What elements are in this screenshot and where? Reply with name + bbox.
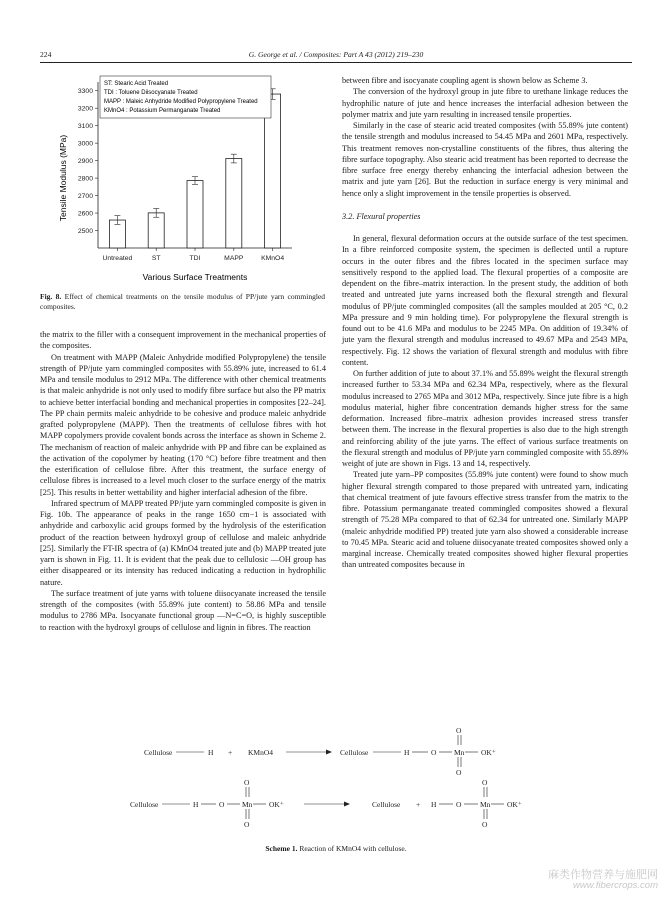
arrow-head	[344, 802, 350, 807]
oxygen-label: O	[219, 800, 225, 809]
bar-st	[148, 213, 164, 248]
y-tick-label: 2800	[77, 175, 93, 183]
plus-sign: +	[416, 800, 421, 809]
tensile-modulus-chart	[40, 68, 328, 284]
manganese-label: Mn	[242, 800, 253, 809]
y-tick-label: 3300	[77, 88, 93, 96]
y-tick-label: 2500	[77, 228, 93, 236]
paragraph: The surface treatment of jute yarns with toluene diisocyanate increased the tensile strength of the composites (with 55.89% jute content) to 58.86 MPa and tensile modulus to 2786 MPa. Isocyanate functional group —N=C=O, is highly susceptible to reaction with the hydroxyl groups of cellulose and lignin in fibres. The reaction	[40, 588, 326, 632]
hydrogen-label: H	[208, 748, 214, 757]
header-rule	[40, 62, 632, 63]
page-number: 224	[40, 50, 52, 59]
y-tick-label: 2700	[77, 193, 93, 201]
watermark-url: www.fibercrops.com	[573, 880, 658, 891]
figure-caption	[40, 292, 325, 312]
x-tick-label: MAPP	[224, 255, 244, 262]
oxygen-label: O	[244, 778, 250, 787]
y-tick-label: 3100	[77, 123, 93, 131]
cellulose-label: Cellulose	[372, 800, 401, 809]
y-tick-label: 2600	[77, 210, 93, 218]
oxygen-label: O	[456, 768, 462, 777]
y-tick-label: 2900	[77, 158, 93, 166]
watermark-chinese: 麻类作物营养与施肥网	[548, 869, 658, 881]
hydrogen-label: H	[404, 748, 410, 757]
reaction-scheme	[40, 725, 640, 837]
manganese-label: Mn	[480, 800, 491, 809]
oxygen-label: O	[431, 748, 437, 757]
y-tick-label: 3000	[77, 140, 93, 148]
x-tick-label: TDI	[189, 255, 201, 262]
bar-mapp	[226, 159, 242, 248]
legend-entry: ST: Stearic Acid Treated	[104, 81, 169, 87]
hydrogen-label: H	[431, 800, 437, 809]
ok-label: OK⁺	[481, 748, 496, 757]
right-column	[342, 75, 628, 571]
legend-entry: MAPP : Maleic Anhydride Modified Polypropylene Treated	[104, 99, 258, 105]
y-axis-label: Tensile Modulus (MPa)	[58, 134, 68, 222]
hydrogen-label: H	[193, 800, 199, 809]
paragraph: Infrared spectrum of MAPP treated PP/jute yarn commingled composite is given in Fig. 10b. The appearance of peaks in the range 1650 cm−1 is associated with anhydride and carboxylic acid groups formed by the hydrolysis of the esterification product of the reaction between hydroxyl group of cellulose and maleic anhydride [25]. Similarly the FT-IR spectra of (a) KMnO4 treated jute and (b) MAPP treated jute yarn is shown in Fig. 11. It is evident that the peak due to cellulosic —OH group has either disappeared or its intensity has reduced indicating a reduction in hydrophilic nature.	[40, 498, 326, 587]
paragraph: On treatment with MAPP (Maleic Anhydride modified Polypropylene) the tensile strength of PP/jute yarn commingled composites with 55.89% jute, increased to 61.4 MPa and tensile modulus to 2912 MPa. The difference with other chemical treatments is that maleic anhydride is not only used to modify fibre surface but also the PP matrix to achieve better interfacial bonding and mechanical properties in composites [22–24]. The PP chain permits maleic anhydride to be cohesive and produce maleic anhydride grafted polypropylene (MAPP). Then the treatments of cellulose fibres with hot MAPP copolymers provide covalent bonds across the interface as shown in Scheme 2. The mechanism of reaction of maleic anhydride with PP and fibre can be explained as the activation of the copolymer by heating (170 °C) before fibre treatment and then the esterification of cellulose fibre. After this treatment, the surface energy of cellulose fibres is increased to a level much closer to the surface energy of the matrix [25]. This results in better wettability and higher interfacial adhesion of the fibre.	[40, 352, 326, 497]
kmno4-label: KMnO4	[248, 748, 274, 757]
oxygen-label: O	[456, 800, 462, 809]
figure-label: Fig. 8.	[40, 292, 62, 301]
oxygen-label: O	[482, 778, 488, 787]
journal-reference: G. George et al. / Composites: Part A 43 (2012) 219–230	[248, 50, 424, 59]
paragraph: between fibre and isocyanate coupling agent is shown below as Scheme 3.	[342, 76, 588, 85]
x-tick-label: Untreated	[102, 255, 133, 262]
x-tick-label: ST	[151, 255, 161, 262]
arrow-head	[326, 750, 332, 755]
manganese-label: Mn	[454, 748, 465, 757]
paragraph: Treated jute yarn–PP composites (55.89% jute content) were found to show much higher flexural strength compared to those prepared with untreated yarn, indicating that chemical treatment of jute favours effective stress transfer from the matrix to the fibre. Potassium permanganate treated commingled composites showed a flexural strength of 75.28 MPa compared to that of 62.34 for untreated one. Similarly MAPP (maleic anhydride modified PP) treated jute yarn also showed a considerable increase to 70.45 MPa. Stearic acid and toluene diisocyanate treated composites showed only a marginal increase. Chemically treated composites showed higher flexural properties than untreated composites because in	[342, 470, 628, 570]
paragraph: the matrix to the filler with a consequent improvement in the mechanical properties of the composites.	[40, 330, 326, 351]
paragraph: The conversion of the hydroxyl group in jute fibre to urethane linkage reduces the hydrophilic nature of jute and hence increases the interfacial adhesion between the polymer matrix and jute yarn resulting in increased tensile properties.	[342, 87, 628, 119]
cellulose-label: Cellulose	[340, 748, 369, 757]
cellulose-label: Cellulose	[130, 800, 159, 809]
scheme-caption-text: Reaction of KMnO4 with cellulose.	[299, 844, 407, 853]
figure-caption-text: Effect of chemical treatments on the tensile modulus of PP/jute yarn commingled composites.	[40, 292, 325, 311]
x-axis-label: Various Surface Treatments	[142, 272, 248, 282]
oxygen-label: O	[482, 820, 488, 829]
plus-sign: +	[228, 748, 233, 757]
section-heading: 3.2. Flexural properties	[342, 211, 421, 221]
left-column	[40, 329, 326, 633]
oxygen-label: O	[244, 820, 250, 829]
bar-tdi	[187, 181, 203, 248]
paragraph: On further addition of jute to about 37.1% and 55.89% weight the flexural strength increased further to 53.34 MPa and 62.34 MPa, respectively, where as the flexural modulus increased to 2765 MPa and 3012 MPa, respectively. Since jute fibre is a high modulus material, higher fibre concentration demands higher stress for the same deformation. Increased fibre–matrix adhesion provides increased stress transfer between them. The increase in the flexural properties is also due to the high strength and reinforcing ability of the jute yarns. The effect of various surface treatments on the flexural strength and modulus of PP/jute yarn commingled composite with 55.89% weight of jute are shown in Figs. 13 and 14, respectively.	[342, 369, 628, 468]
y-tick-label: 3200	[77, 105, 93, 113]
paragraph: Similarly in the case of stearic acid treated composites (with 55.89% jute content) the tensile strength and modulus increased to 54.45 MPa and 2601 MPa, respectively. This treatment removes non-crystalline constituents of the fibres, thus altering the fibre surface topography. Also stearic acid treatment has been reported to decrease the fibre surface free energy thereby enhancing the interfacial adhesion between the matrix and jute yarn [26]. But the reduction in surface energy is very minimal and hence only a slight improvement in the tensile properties is observed.	[342, 121, 628, 198]
x-tick-label: KMnO4	[261, 255, 285, 262]
ok-label: OK⁺	[507, 800, 522, 809]
legend-entry: KMnO4 : Potassium Permanganate Treated	[104, 108, 221, 114]
paragraph: In general, flexural deformation occurs at the outside surface of the test specimen. In a fibre reinforced composite system, the specimen is deflected until a rupture occurs in the outer fibres and the fibres located in the specimen surface may sensitively respond to the applied load. The flexural properties of a composite are dependent on the fibre–matrix interaction. In the present study, the addition of both treated and untreated jute yarns increased both the flexural strength and flexural modulus of PP/jute commingled composites (all the samples moulded at 205 °C, 0.2 MPa pressure and 9 min holding time). For polypropylene the flexural strength is found out to be 41.6 MPa and modulus to be 2245 MPa. On addition of 19.34% of jute yarn the flexural strength and modulus increased to 49.67 MPa and 2543 MPa, respectively. Fig. 12 shows the variation of flexural strength and modulus with fibre content.	[342, 234, 628, 367]
cellulose-label: Cellulose	[144, 748, 173, 757]
legend-entry: TDI : Toluene Diisocyanate Treated	[104, 90, 198, 96]
scheme-label: Scheme 1.	[265, 844, 298, 853]
oxygen-label: O	[456, 726, 462, 735]
ok-label: OK⁺	[269, 800, 284, 809]
scheme-caption	[0, 844, 672, 853]
